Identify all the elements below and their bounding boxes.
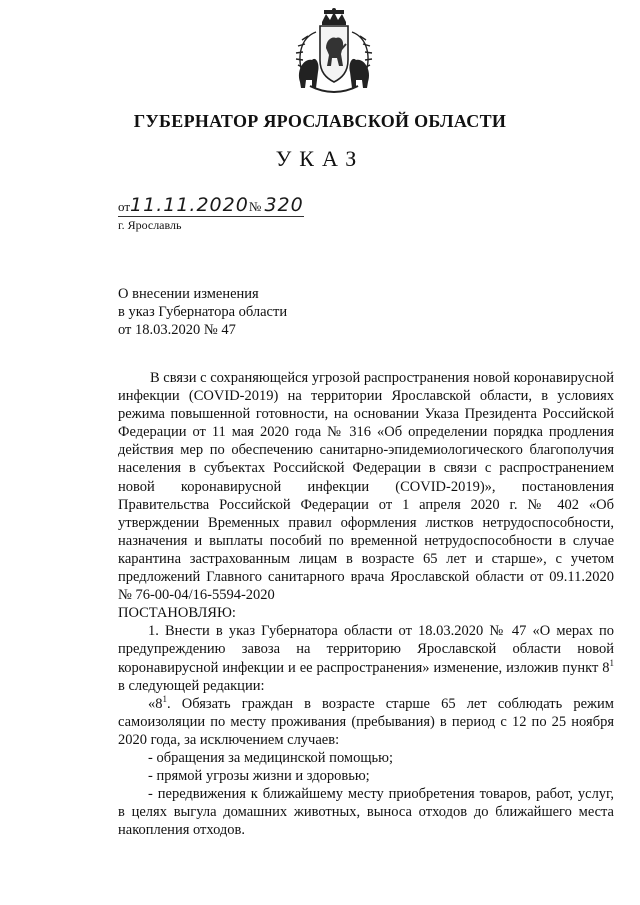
document-type: УКАЗ: [275, 146, 365, 171]
item-1-superscript: 1: [609, 657, 614, 668]
date-number-line: [118, 196, 304, 217]
decree-body: [118, 369, 614, 839]
exception-item-1: - обращения за медицинской помощью;: [148, 749, 393, 766]
resolve-heading: ПОСТАНОВЛЯЮ:: [118, 605, 236, 622]
subject-block: [118, 285, 287, 339]
quote-text: . Обязать граждан в возрасте старше 65 лет соблюдать режим самоизоляции по месту проживания (пребывания) в период с 12 по 25 ноября 2020 года, за исключением случаев:: [118, 695, 614, 748]
date-prefix: от: [118, 199, 131, 214]
preamble-paragraph: В связи с сохраняющейся угрозой распространения новой коронавирусной инфекции (COVID-2019) на территории Ярославской области, в условиях режима повышенной готовности, на основании Указа Президента Российской Федерации от 11 мая 2020 года № 316 «Об определении порядка продления действия мер по обеспечению санитарно-эпидемиологического благополучия населения в субъектах Российской Федерации в связи с распространением новой коронавирусной инфекции (COVID-2019)», постановления Правительства Российской Федерации от 1 апреля 2020 г. № 402 «Об утверждении Временных правил оформления листков нетрудоспособности, назначения и выплаты пособий по временной нетрудоспособности в случае карантина застрахованным лицам в возрасте 65 лет и старше», с учетом предложений Главного санитарного врача Ярославской области от 09.11.2020 № 76-00-04/16-5594-2020: [118, 370, 614, 604]
quoted-clause: [118, 695, 614, 749]
number-prefix: №: [248, 199, 262, 214]
subject-line-2: в указ Губернатора области: [118, 304, 288, 320]
item-1-paragraph: [118, 622, 614, 694]
subject-line-3: от 18.03.2020 № 47: [118, 322, 236, 338]
date-value: 11.11.2020: [130, 194, 249, 216]
subject-line-1: О внесении изменения: [118, 286, 259, 302]
quote-superscript: 1: [162, 693, 167, 704]
exception-item-2: - прямой угрозы жизни и здоровью;: [148, 768, 370, 785]
item-1-text: 1. Внести в указ Губернатора области от 18.03.2020 № 47 «О мерах по предупреждению завоза на территорию Ярославской области новой коронавирусной инфекции и ее распространения» изменение, изложив пункт 8: [118, 623, 614, 676]
quote-open: «8: [148, 695, 163, 712]
number-value: 320: [264, 194, 304, 216]
city-label: г. Ярославль: [118, 218, 182, 232]
item-1-tail: в следующей редакции:: [118, 677, 265, 694]
governor-title: ГУБЕРНАТОР ЯРОСЛАВСКОЙ ОБЛАСТИ: [133, 111, 507, 131]
coat-of-arms-emblem: [286, 8, 382, 96]
exception-item-3: - передвижения к ближайшему месту приобретения товаров, работ, услуг, в целях выгула домашних животных, выноса отходов до ближайшего места накопления отходов.: [118, 786, 614, 839]
